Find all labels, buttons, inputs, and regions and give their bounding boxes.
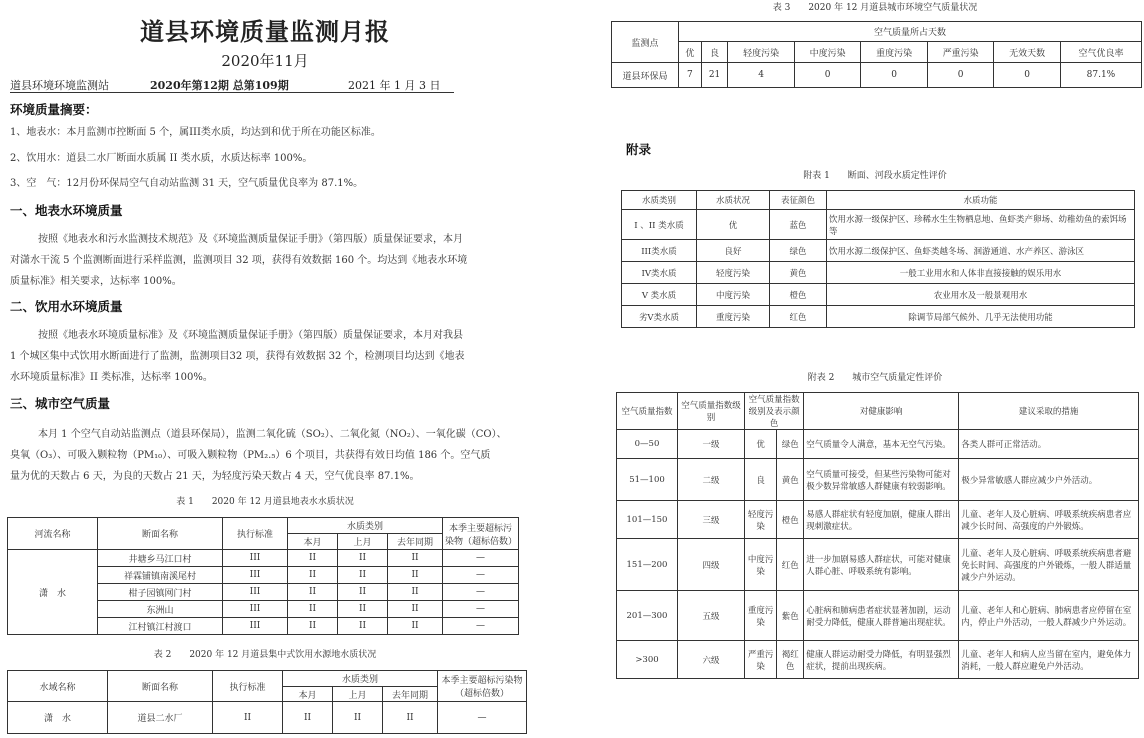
subheader-cell: 无效天数 <box>994 42 1061 63</box>
cell: — <box>443 550 519 567</box>
cell: II <box>338 601 388 618</box>
cell: 劣V类水质 <box>622 306 697 328</box>
cell: 儿童、老年人及心脏病、呼吸系统疾病患者应减少长时间、高强度的户外锻炼。 <box>959 501 1139 539</box>
table-row <box>622 306 1135 328</box>
header-cell: 河流名称 <box>8 518 98 550</box>
cell: 二级 <box>678 459 745 501</box>
body-line: 本月 1 个空气自动站监测点（道县环保局），监测二氧化硫（SO₂）、二氧化氮（NO₂）、一氧化碳（CO）、 <box>38 429 507 440</box>
cell: — <box>443 601 519 618</box>
cell: III <box>223 567 288 584</box>
cell: II <box>388 584 443 601</box>
subheader-cell: 中度污染 <box>794 42 861 63</box>
header-cell: 执行标准 <box>213 671 283 702</box>
cell: 重度污染 <box>697 306 770 328</box>
cell: 0 <box>861 63 928 88</box>
cell: II <box>338 618 388 635</box>
cell: 红色 <box>770 306 827 328</box>
header-cell: 空气质量指数级别 <box>678 393 745 430</box>
summary-heading: 环境质量摘要： <box>10 102 98 117</box>
header-cell: 水域名称 <box>8 671 108 702</box>
subheader-cell: 轻度污染 <box>728 42 795 63</box>
cell: 儿童、老年人和心脏病、肺病患者应停留在室内，停止户外活动，一般人群减少户外运动。 <box>959 591 1139 641</box>
cell: 绿色 <box>777 430 804 459</box>
body-line: 按照《地表水和污水监测技术规范》及《环境监测质量保证手册》（第四版）质量保证要求，本月 <box>38 234 463 245</box>
cell: 六级 <box>678 641 745 679</box>
cell: 饮用水源二级保护区、鱼虾类越冬场、洄游通道、水产养区、游泳区 <box>827 240 1135 262</box>
table-row <box>617 591 1139 641</box>
header-cell: 对健康影响 <box>804 393 959 430</box>
section-heading: 一、地表水环境质量 <box>10 203 123 218</box>
header-cell: 空气质量所占天数 <box>679 22 1142 42</box>
cell: 道县环保局 <box>612 63 679 88</box>
summary-item: 1、地表水：本月监测市控断面 5 个，属III类水质，均达到和优于所在功能区标准。 <box>10 127 381 138</box>
cell: II <box>288 584 338 601</box>
header-cell: 水质状况 <box>697 191 770 210</box>
header-cell: 水质功能 <box>827 191 1135 210</box>
cell: 江村镇江村渡口 <box>98 618 223 635</box>
cell: 橙色 <box>770 284 827 306</box>
header-cell: 空气质量指数 <box>617 393 678 430</box>
issue-number: 2020年第12期 总第109期 <box>150 79 289 92</box>
header-cell: 本季主要超标污染物（超标倍数） <box>438 671 527 702</box>
cell: II <box>338 567 388 584</box>
cell: 一级 <box>678 430 745 459</box>
cell: 重度污染 <box>745 591 777 641</box>
subheader-cell: 重度污染 <box>861 42 928 63</box>
cell: 一般工业用水和人体非直接接触的娱乐用水 <box>827 262 1135 284</box>
cell: 151—200 <box>617 539 678 591</box>
cell: 饮用水源一级保护区、珍稀水生生物栖息地、鱼虾类产卵场、幼稚幼鱼的索饵场等 <box>827 210 1135 240</box>
cell: V 类水质 <box>622 284 697 306</box>
river-cell: 潇 水 <box>8 550 98 635</box>
cell: 五级 <box>678 591 745 641</box>
cell: 进一步加剧易感人群症状，可能对健康人群心脏、呼吸系统有影响。 <box>804 539 959 591</box>
cell: 中度污染 <box>697 284 770 306</box>
air-quality-table <box>611 21 1142 88</box>
cell: II <box>383 702 438 734</box>
cell: — <box>438 702 527 734</box>
cell: II <box>388 601 443 618</box>
header-cell: 水质类别 <box>283 671 438 687</box>
cell: 三级 <box>678 501 745 539</box>
cell: 51—100 <box>617 459 678 501</box>
surface-water-table <box>7 517 519 635</box>
table5-caption: 附表 2 城市空气质量定性评价 <box>807 373 943 383</box>
cell: 极少异常敏感人群应减少户外活动。 <box>959 459 1139 501</box>
subheader-cell: 本月 <box>283 687 333 702</box>
cell: 良 <box>745 459 777 501</box>
cell: II <box>388 618 443 635</box>
cell: 轻度污染 <box>745 501 777 539</box>
cell: 橙色 <box>777 501 804 539</box>
body-line: 量为优的天数占 6 天，为良的天数占 21 天，为轻度污染天数占 4 天，空气优良率 87.1%。 <box>10 471 420 482</box>
header-cell: 执行标准 <box>223 518 288 550</box>
cell: 褐红色 <box>777 641 804 679</box>
cell: 黄色 <box>770 262 827 284</box>
cell: II <box>288 601 338 618</box>
station-name: 道县环境环境监测站 <box>10 79 109 92</box>
cell: 儿童、老年人和病人应当留在室内，避免体力消耗，一般人群应避免户外活动。 <box>959 641 1139 679</box>
cell: 空气质量可接受，但某些污染物可能对极少数异常敏感人群健康有较弱影响。 <box>804 459 959 501</box>
subheader-cell: 严重污染 <box>927 42 994 63</box>
cell: 空气质量令人满意，基本无空气污染。 <box>804 430 959 459</box>
cell: 201—300 <box>617 591 678 641</box>
cell: 农业用水及一般景观用水 <box>827 284 1135 306</box>
cell: 优 <box>697 210 770 240</box>
table-row <box>8 550 519 567</box>
cell: 黄色 <box>777 459 804 501</box>
table1-caption: 表 1 2020 年 12 月道县地表水水质状况 <box>176 497 354 507</box>
cell: II <box>388 567 443 584</box>
section-body <box>10 229 520 292</box>
cell: 中度污染 <box>745 539 777 591</box>
cell: >300 <box>617 641 678 679</box>
header-cell: 断面名称 <box>108 671 213 702</box>
table-row <box>617 459 1139 501</box>
cell: 0 <box>794 63 861 88</box>
cell: — <box>443 618 519 635</box>
body-line: 水环境质量标准》II 类标准，达标率 100%。 <box>10 372 213 383</box>
cell: 心脏病和肺病患者症状显著加剧，运动耐受力降低，健康人群普遍出现症状。 <box>804 591 959 641</box>
cell: II <box>213 702 283 734</box>
cell: II <box>288 618 338 635</box>
cell: 道县二水厂 <box>108 702 213 734</box>
table3-caption: 表 3 2020 年 12 月道县城市环境空气质量状况 <box>772 3 978 13</box>
header-cell: 水质类别 <box>288 518 443 534</box>
table-row <box>8 702 527 734</box>
report-month: 2020年11月 <box>221 52 309 70</box>
header-cell: 建议采取的措施 <box>959 393 1139 430</box>
header-cell: 本季主要超标污染物（超标倍数） <box>443 518 519 550</box>
cell: 易感人群症状有轻度加剧，健康人群出现刺激症状。 <box>804 501 959 539</box>
cell: 健康人群运动耐受力降低，有明显强烈症状，提前出现疾病。 <box>804 641 959 679</box>
cell: 21 <box>701 63 728 88</box>
header-cell: 表征颜色 <box>770 191 827 210</box>
table-row <box>622 262 1135 284</box>
table-row <box>622 240 1135 262</box>
subheader-cell: 上月 <box>338 534 388 550</box>
cell: 儿童、老年人及心脏病、呼吸系统疾病患者避免长时间、高强度的户外锻炼，一般人群适量减少户外运动。 <box>959 539 1139 591</box>
cell: 0 <box>927 63 994 88</box>
cell: 优 <box>745 430 777 459</box>
table-row <box>617 641 1139 679</box>
cell: 井塘乡马江口村 <box>98 550 223 567</box>
table-row <box>617 501 1139 539</box>
cell: 柑子园镇网门村 <box>98 584 223 601</box>
body-line: 1 个城区集中式饮用水断面进行了监测，监测项目32 项，获得有效数据 32 个，检测项目均达到《地表 <box>10 351 465 362</box>
subheader-cell: 上月 <box>333 687 383 702</box>
table-row <box>617 539 1139 591</box>
table-row <box>622 284 1135 306</box>
table-row <box>612 63 1142 88</box>
body-line: 对潇水干流 5 个监测断面进行采样监测，监测项目 32 项，获得有效数据 160 个。均达到《地表水环境 <box>10 255 468 266</box>
body-line: 质量标准》相关要求，达标率 100%。 <box>10 276 182 287</box>
cell: 潇 水 <box>8 702 108 734</box>
cell: II <box>333 702 383 734</box>
cell: III <box>223 601 288 618</box>
cell: 0—50 <box>617 430 678 459</box>
cell: II <box>288 550 338 567</box>
body-line: 按照《地表水环境质量标准》及《环境监测质量保证手册》（第四版）质量保证要求，本月对我县 <box>38 330 463 341</box>
header-cell: 空气质量指数级别及表示颜色 <box>745 393 804 430</box>
subheader-cell: 良 <box>701 42 728 63</box>
cell: 87.1% <box>1060 63 1141 88</box>
table-row <box>617 430 1139 459</box>
cell: 蓝色 <box>770 210 827 240</box>
section-body <box>10 424 522 487</box>
water-quality-rating-table <box>621 190 1135 328</box>
issue-date: 2021 年 1 月 3 日 <box>348 79 441 92</box>
cell: 紫色 <box>777 591 804 641</box>
header-cell: 水质类别 <box>622 191 697 210</box>
subheader-cell: 优 <box>679 42 702 63</box>
cell: III类水质 <box>622 240 697 262</box>
subheader-cell: 本月 <box>288 534 338 550</box>
cell: 良好 <box>697 240 770 262</box>
body-line: 臭氧（O₃）、可吸入颗粒物（PM₁₀）、可吸入颗粒物（PM₂.₅）6 个项目，共获得有效日均值 186 个。空气质 <box>10 450 491 461</box>
cell: 轻度污染 <box>697 262 770 284</box>
cell: 东洲山 <box>98 601 223 618</box>
header-cell: 断面名称 <box>98 518 223 550</box>
table4-caption: 附表 1 断面、河段水质定性评价 <box>803 171 947 181</box>
cell: 严重污染 <box>745 641 777 679</box>
section-body <box>10 325 520 388</box>
cell: 各类人群可正常活动。 <box>959 430 1139 459</box>
section-heading: 三、城市空气质量 <box>10 396 111 411</box>
summary-item: 3、空 气：12月份环保局空气自动站监测 31 天，空气质量优良率为 87.1%。 <box>10 178 364 189</box>
cell: — <box>443 567 519 584</box>
appendix-heading: 附录 <box>626 142 652 157</box>
section-heading: 二、饮用水环境质量 <box>10 299 123 314</box>
report-title: 道县环境质量监测月报 <box>140 17 390 46</box>
cell: III <box>223 550 288 567</box>
subheader-cell: 空气优良率 <box>1060 42 1141 63</box>
cell: 除调节局部气候外、几乎无法使用功能 <box>827 306 1135 328</box>
cell: II <box>388 550 443 567</box>
subheader-cell: 去年同期 <box>383 687 438 702</box>
header-cell: 监测点 <box>612 22 679 63</box>
cell: — <box>443 584 519 601</box>
cell: II <box>288 567 338 584</box>
cell: II <box>283 702 333 734</box>
cell: 绿色 <box>770 240 827 262</box>
cell: IV类水质 <box>622 262 697 284</box>
issue-line <box>10 77 454 93</box>
cell: 0 <box>994 63 1061 88</box>
cell: 4 <box>728 63 795 88</box>
cell: III <box>223 618 288 635</box>
cell: 四级 <box>678 539 745 591</box>
table2-caption: 表 2 2020 年 12 月道县集中式饮用水源地水质状况 <box>153 650 377 660</box>
cell: II <box>338 550 388 567</box>
cell: 祥霖铺镇南溪尾村 <box>98 567 223 584</box>
air-quality-rating-table <box>616 392 1139 679</box>
cell: II <box>338 584 388 601</box>
cell: III <box>223 584 288 601</box>
cell: 红色 <box>777 539 804 591</box>
cell: 101—150 <box>617 501 678 539</box>
table-row <box>622 210 1135 240</box>
summary-item: 2、饮用水：道县二水厂断面水质属 II 类水质，水质达标率 100%。 <box>10 153 313 164</box>
subheader-cell: 去年同期 <box>388 534 443 550</box>
drinking-water-table <box>7 670 527 734</box>
cell: I 、II 类水质 <box>622 210 697 240</box>
cell: 7 <box>679 63 702 88</box>
